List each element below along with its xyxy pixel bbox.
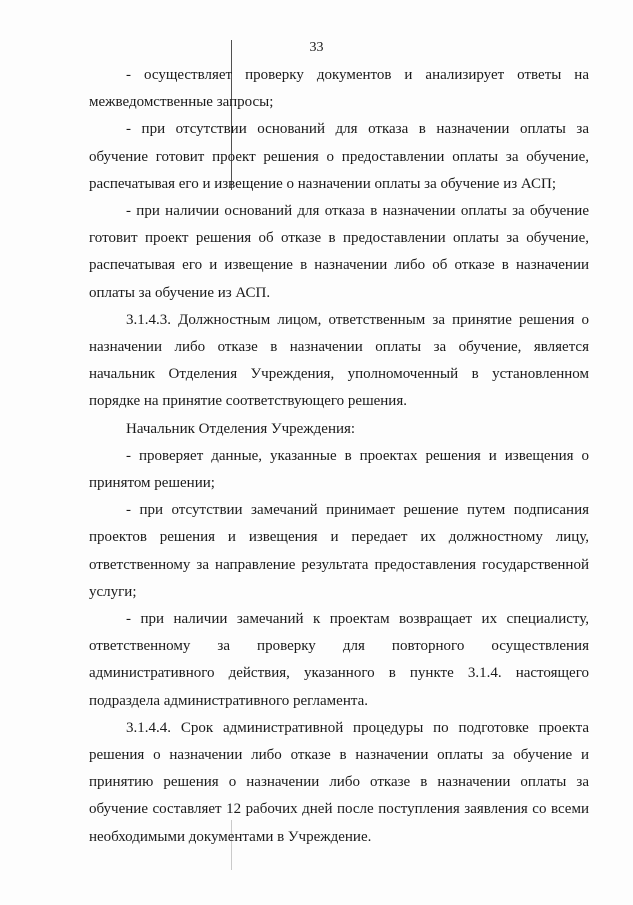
paragraph-4: 3.1.4.3. Должностным лицом, ответственным за принятие решения о назначении либо отказе в назначении оплаты за обучение, является начальник Отделения Учреждения, уполномоченный в установленном порядке на принятие соответствующего решения. bbox=[89, 311, 589, 410]
paragraph-2: - при отсутствии оснований для отказа в назначении оплаты за обучение готовит проект решения о предоставлении оплаты за обучение, распечатывая его и извещение о назначении оплаты за обучение из АСП; bbox=[89, 121, 589, 192]
paragraph-1: - осуществляет проверку документов и анализирует ответы на межведомственные запросы; bbox=[89, 67, 589, 111]
paragraph-5: Начальник Отделения Учреждения: bbox=[126, 420, 356, 437]
paragraph-7: - при отсутствии замечаний принимает решение путем подписания проектов решения и извещения и передает их должностному лицу, ответственному за направление результата предоставления государственной услуги; bbox=[89, 502, 589, 600]
paragraph-9: 3.1.4.4. Срок административной процедуры по подготовке проекта решения о назначении либо отказе в назначении оплаты за обучение и принятию решения о назначении либо отказе в назначении оплаты за обучение составляет 12 рабочих дней после поступления заявления со всеми необходимыми документами в Учреждение. bbox=[89, 719, 589, 845]
paragraph-6: - проверяет данные, указанные в проектах решения и извещения о принятом решении; bbox=[89, 447, 589, 492]
page-number: 33 bbox=[309, 40, 324, 55]
document-body bbox=[89, 62, 589, 851]
paragraph-3: - при наличии оснований для отказа в назначении оплаты за обучение готовит проект решения об отказе в предоставлении оплаты за обучение, распечатывая его и извещение в назначении либо об отказе в назначении оплаты за обучение из АСП. bbox=[89, 203, 589, 301]
paragraph-8: - при наличии замечаний к проектам возвращает их специалисту, ответственному за проверку для повторного осуществления административного действия, указанного в пункте 3.1.4. настоящего подраздела административного регламента. bbox=[89, 611, 589, 709]
